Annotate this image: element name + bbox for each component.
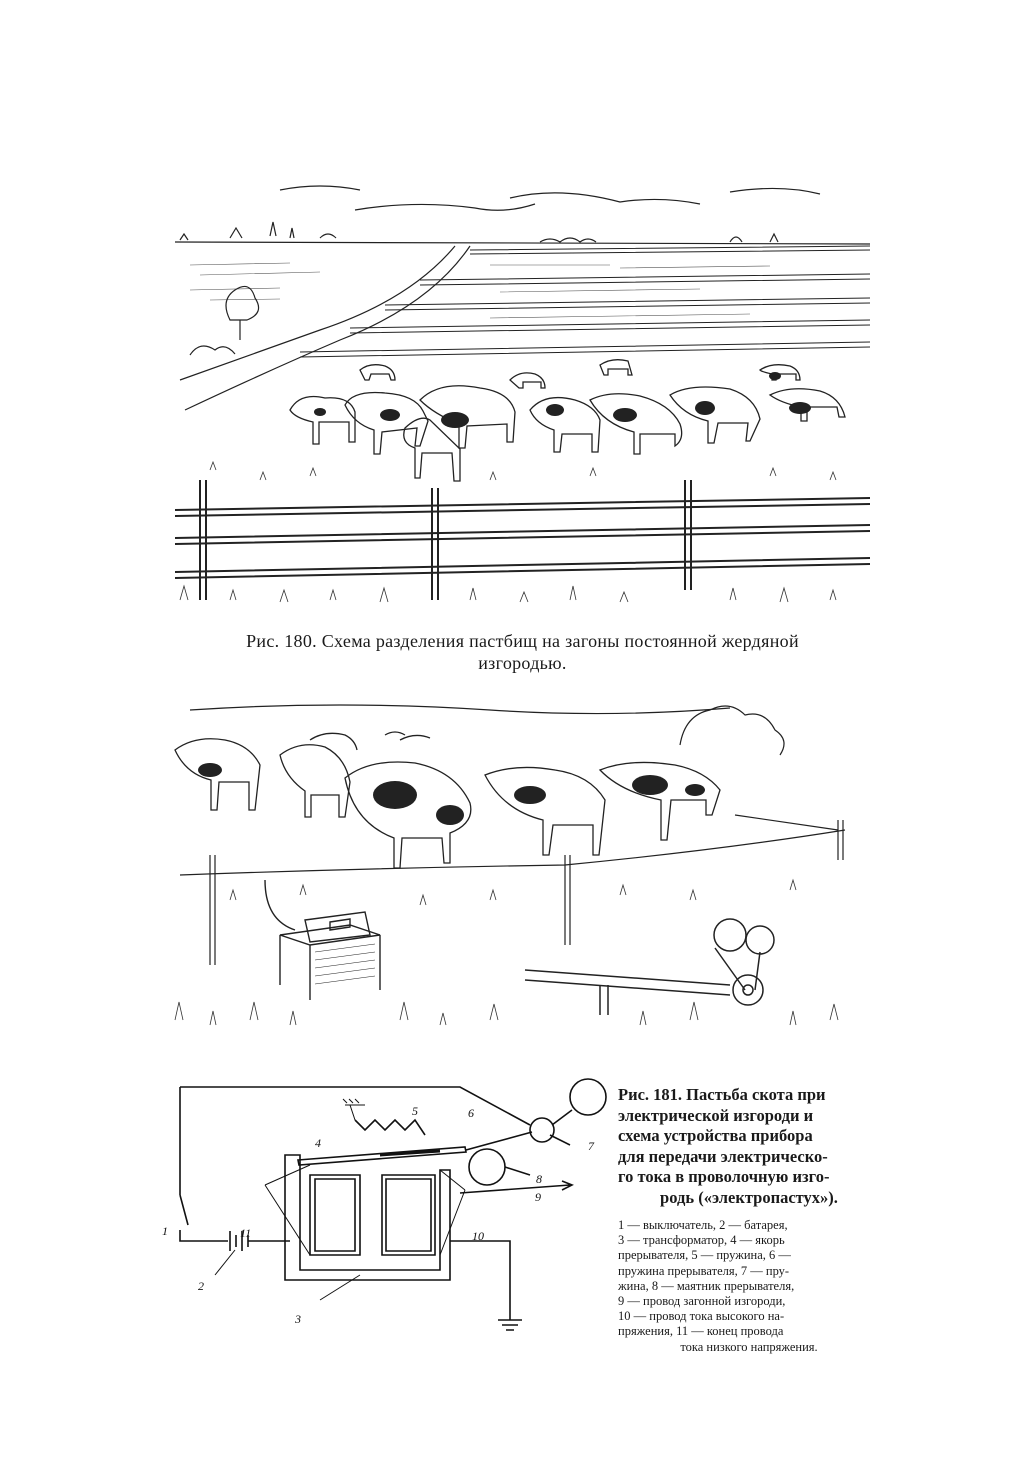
road bbox=[180, 246, 455, 380]
cloud bbox=[730, 188, 820, 194]
charger-box bbox=[265, 880, 380, 1000]
switch bbox=[180, 1160, 225, 1241]
horizon-line bbox=[190, 705, 730, 714]
pendulum-ball bbox=[530, 1118, 554, 1142]
figure-181-legend bbox=[618, 1218, 880, 1355]
trees bbox=[680, 706, 784, 755]
legend-line: тока низкого напряжения. bbox=[680, 1339, 818, 1354]
battery bbox=[225, 1231, 290, 1251]
legend-line: прерывателя, 5 — пружина, 6 — bbox=[618, 1248, 791, 1263]
figure-181-caption-line: электрической изгороди и bbox=[618, 1105, 814, 1125]
label-11: 11 bbox=[240, 1226, 252, 1240]
horizon-line bbox=[175, 242, 870, 244]
cloud bbox=[510, 193, 700, 204]
figure-181-caption-line: родь («электропастух»). bbox=[660, 1187, 838, 1207]
ground bbox=[450, 1241, 522, 1330]
figure-181-caption-line: схема устройства прибора bbox=[618, 1126, 813, 1145]
legend-line: 1 — выключатель, 2 — батарея, bbox=[618, 1218, 788, 1232]
label-8: 8 bbox=[536, 1172, 542, 1186]
figure-180-caption bbox=[150, 630, 895, 674]
label-3: 3 bbox=[295, 1312, 301, 1326]
label-7: 7 bbox=[588, 1139, 594, 1153]
label-9: 9 bbox=[535, 1190, 541, 1204]
figure-181-caption bbox=[618, 1085, 880, 1208]
fence-wire bbox=[460, 1181, 572, 1193]
label-4: 4 bbox=[315, 1136, 321, 1150]
figure-181-caption-line: го тока в проволочную изго- bbox=[618, 1167, 830, 1186]
legend-line: пружина прерывателя, 7 — пру- bbox=[618, 1263, 790, 1278]
spring bbox=[355, 1120, 425, 1135]
pasture-fence-illustration bbox=[170, 180, 882, 610]
label-1: 1 bbox=[162, 1224, 168, 1238]
figure-180-caption-line2: изгородью. bbox=[478, 653, 567, 673]
rail-fence bbox=[175, 480, 870, 600]
cloud bbox=[280, 186, 360, 190]
cloud bbox=[355, 204, 535, 210]
label-6: 6 bbox=[468, 1106, 474, 1120]
pendulum-large bbox=[570, 1079, 606, 1115]
legend-line: жина, 8 — маятник прерывателя, bbox=[618, 1278, 795, 1293]
wire-reel bbox=[525, 919, 774, 1015]
legend-line: 9 — провод загонной изгороди, bbox=[618, 1294, 786, 1309]
cow-herd bbox=[290, 360, 845, 481]
bush bbox=[190, 346, 235, 355]
tree bbox=[226, 286, 259, 340]
legend-line: 10 — провод тока высокого на- bbox=[618, 1309, 785, 1324]
figure-181-caption-line: Рис. 181. Пастьба скота при bbox=[618, 1085, 826, 1104]
electric-fence-circuit-diagram bbox=[150, 1075, 615, 1345]
label-2: 2 bbox=[198, 1279, 204, 1293]
figure-181-caption-line: для передачи электрическо- bbox=[618, 1146, 828, 1166]
electric-fence-illustration bbox=[170, 690, 862, 1035]
label-5: 5 bbox=[412, 1104, 418, 1118]
legend-line: 3 — трансформатор, 4 — якорь bbox=[618, 1233, 785, 1248]
legend-line: пряжения, 11 — конец провода bbox=[618, 1324, 784, 1339]
interrupter-ball bbox=[469, 1149, 505, 1185]
figure-180-caption-line1: Рис. 180. Схема разделения пастбищ на загоны постоянной жердяной bbox=[246, 631, 799, 651]
label-10: 10 bbox=[472, 1229, 484, 1243]
cow-group bbox=[175, 732, 720, 868]
